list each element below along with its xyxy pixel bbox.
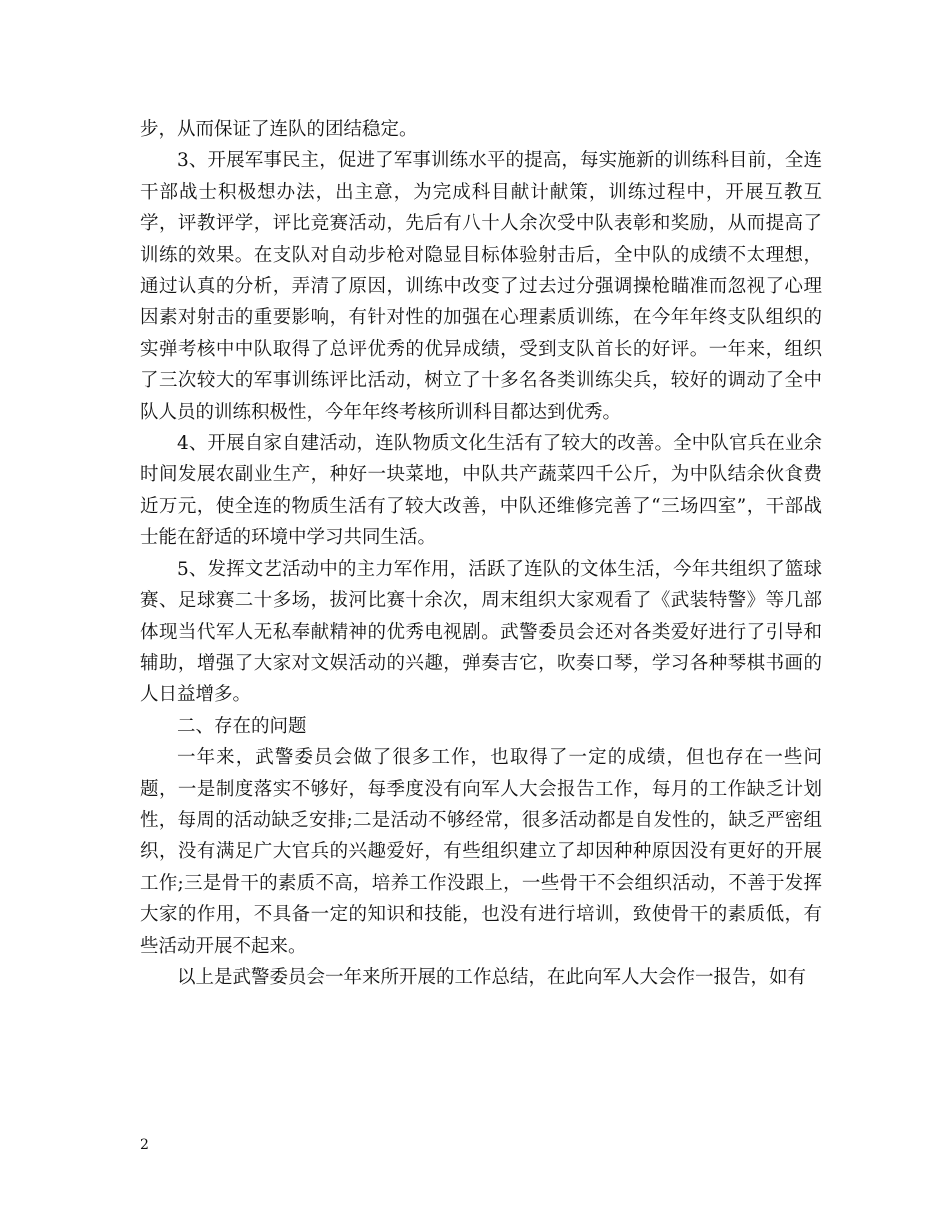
page-number: 2 bbox=[140, 1137, 149, 1153]
paragraph-continuation: 步，从而保证了连队的团结稳定。 bbox=[140, 119, 418, 140]
paragraph-military-democracy: 3、开展军事民主，促进了军事训练水平的提高，每实施新的训练科目前，全连干部战士积极想办法，出主意，为完成科目献计献策，训练过程中，开展互教互学，评教评学，评比竞赛活动，先后有八十人余次受中队表彰和奖励，从而提高了训练的效果。在支队对自动步枪对隐显目标体验射击后，全中队的成绩不太理想，通过认真的分析，弄清了原因，训练中改变了过去过分强调操枪瞄准而忽视了心理因素对射击的重要影响，有针对性的加强在心理素质训练，在今年年终支队组织的实弹考核中中队取得了总评优秀的优异成绩，受到支队首长的好评。一年来，组织了三次较大的军事训练评比活动，树立了十多名各类训练尖兵，较好的调动了全中队人员的训练积极性，今年年终考核所训科目都达到优秀。 bbox=[140, 150, 822, 423]
section-heading-problems: 二、存在的问题 bbox=[177, 715, 307, 737]
paragraph-self-construction: 4、开展自家自建活动，连队物质文化生活有了较大的改善。全中队官兵在业余时间发展农副业生产，种好一块菜地，中队共产蔬菜四千公斤，为中队结余伙食费近万元，使全连的物质生活有了较大改善，中队还维修完善了“三场四室”，干部战士能在舒适的环境中学习共同生活。 bbox=[140, 433, 822, 549]
paragraph-conclusion: 以上是武警委员会一年来所开展的工作总结，在此向军人大会作一报告，如有 bbox=[177, 966, 807, 988]
paragraph-problems: 一年来，武警委员会做了很多工作，也取得了一定的成绩，但也存在一些问题，一是制度落实不够好，每季度没有向军人大会报告工作，每月的工作缺乏计划性，每周的活动缺乏安排;二是活动不够经常，很多活动都是自发性的，缺乏严密组织，没有满足广大官兵的兴趣爱好，有些组织建立了却因种种原因没有更好的开展工作;三是骨干的素质不高，培养工作没跟上，一些骨干不会组织活动，不善于发挥大家的作用，不具备一定的知识和技能，也没有进行培训，致使骨干的素质低，有些活动开展不起来。 bbox=[140, 747, 822, 957]
document-body bbox=[140, 114, 822, 993]
paragraph-cultural-activities: 5、发挥文艺活动中的主力军作用，活跃了连队的文体生活，今年共组织了篮球赛、足球赛二十多场，拔河比赛十余次，周末组织大家观看了《武装特警》等几部体现当代军人无私奉献精神的优秀电视剧。武警委员会还对各类爱好进行了引导和辅助，增强了大家对文娱活动的兴趣，弹奏吉它，吹奏口琴，学习各种琴棋书画的人日益增多。 bbox=[140, 558, 822, 706]
